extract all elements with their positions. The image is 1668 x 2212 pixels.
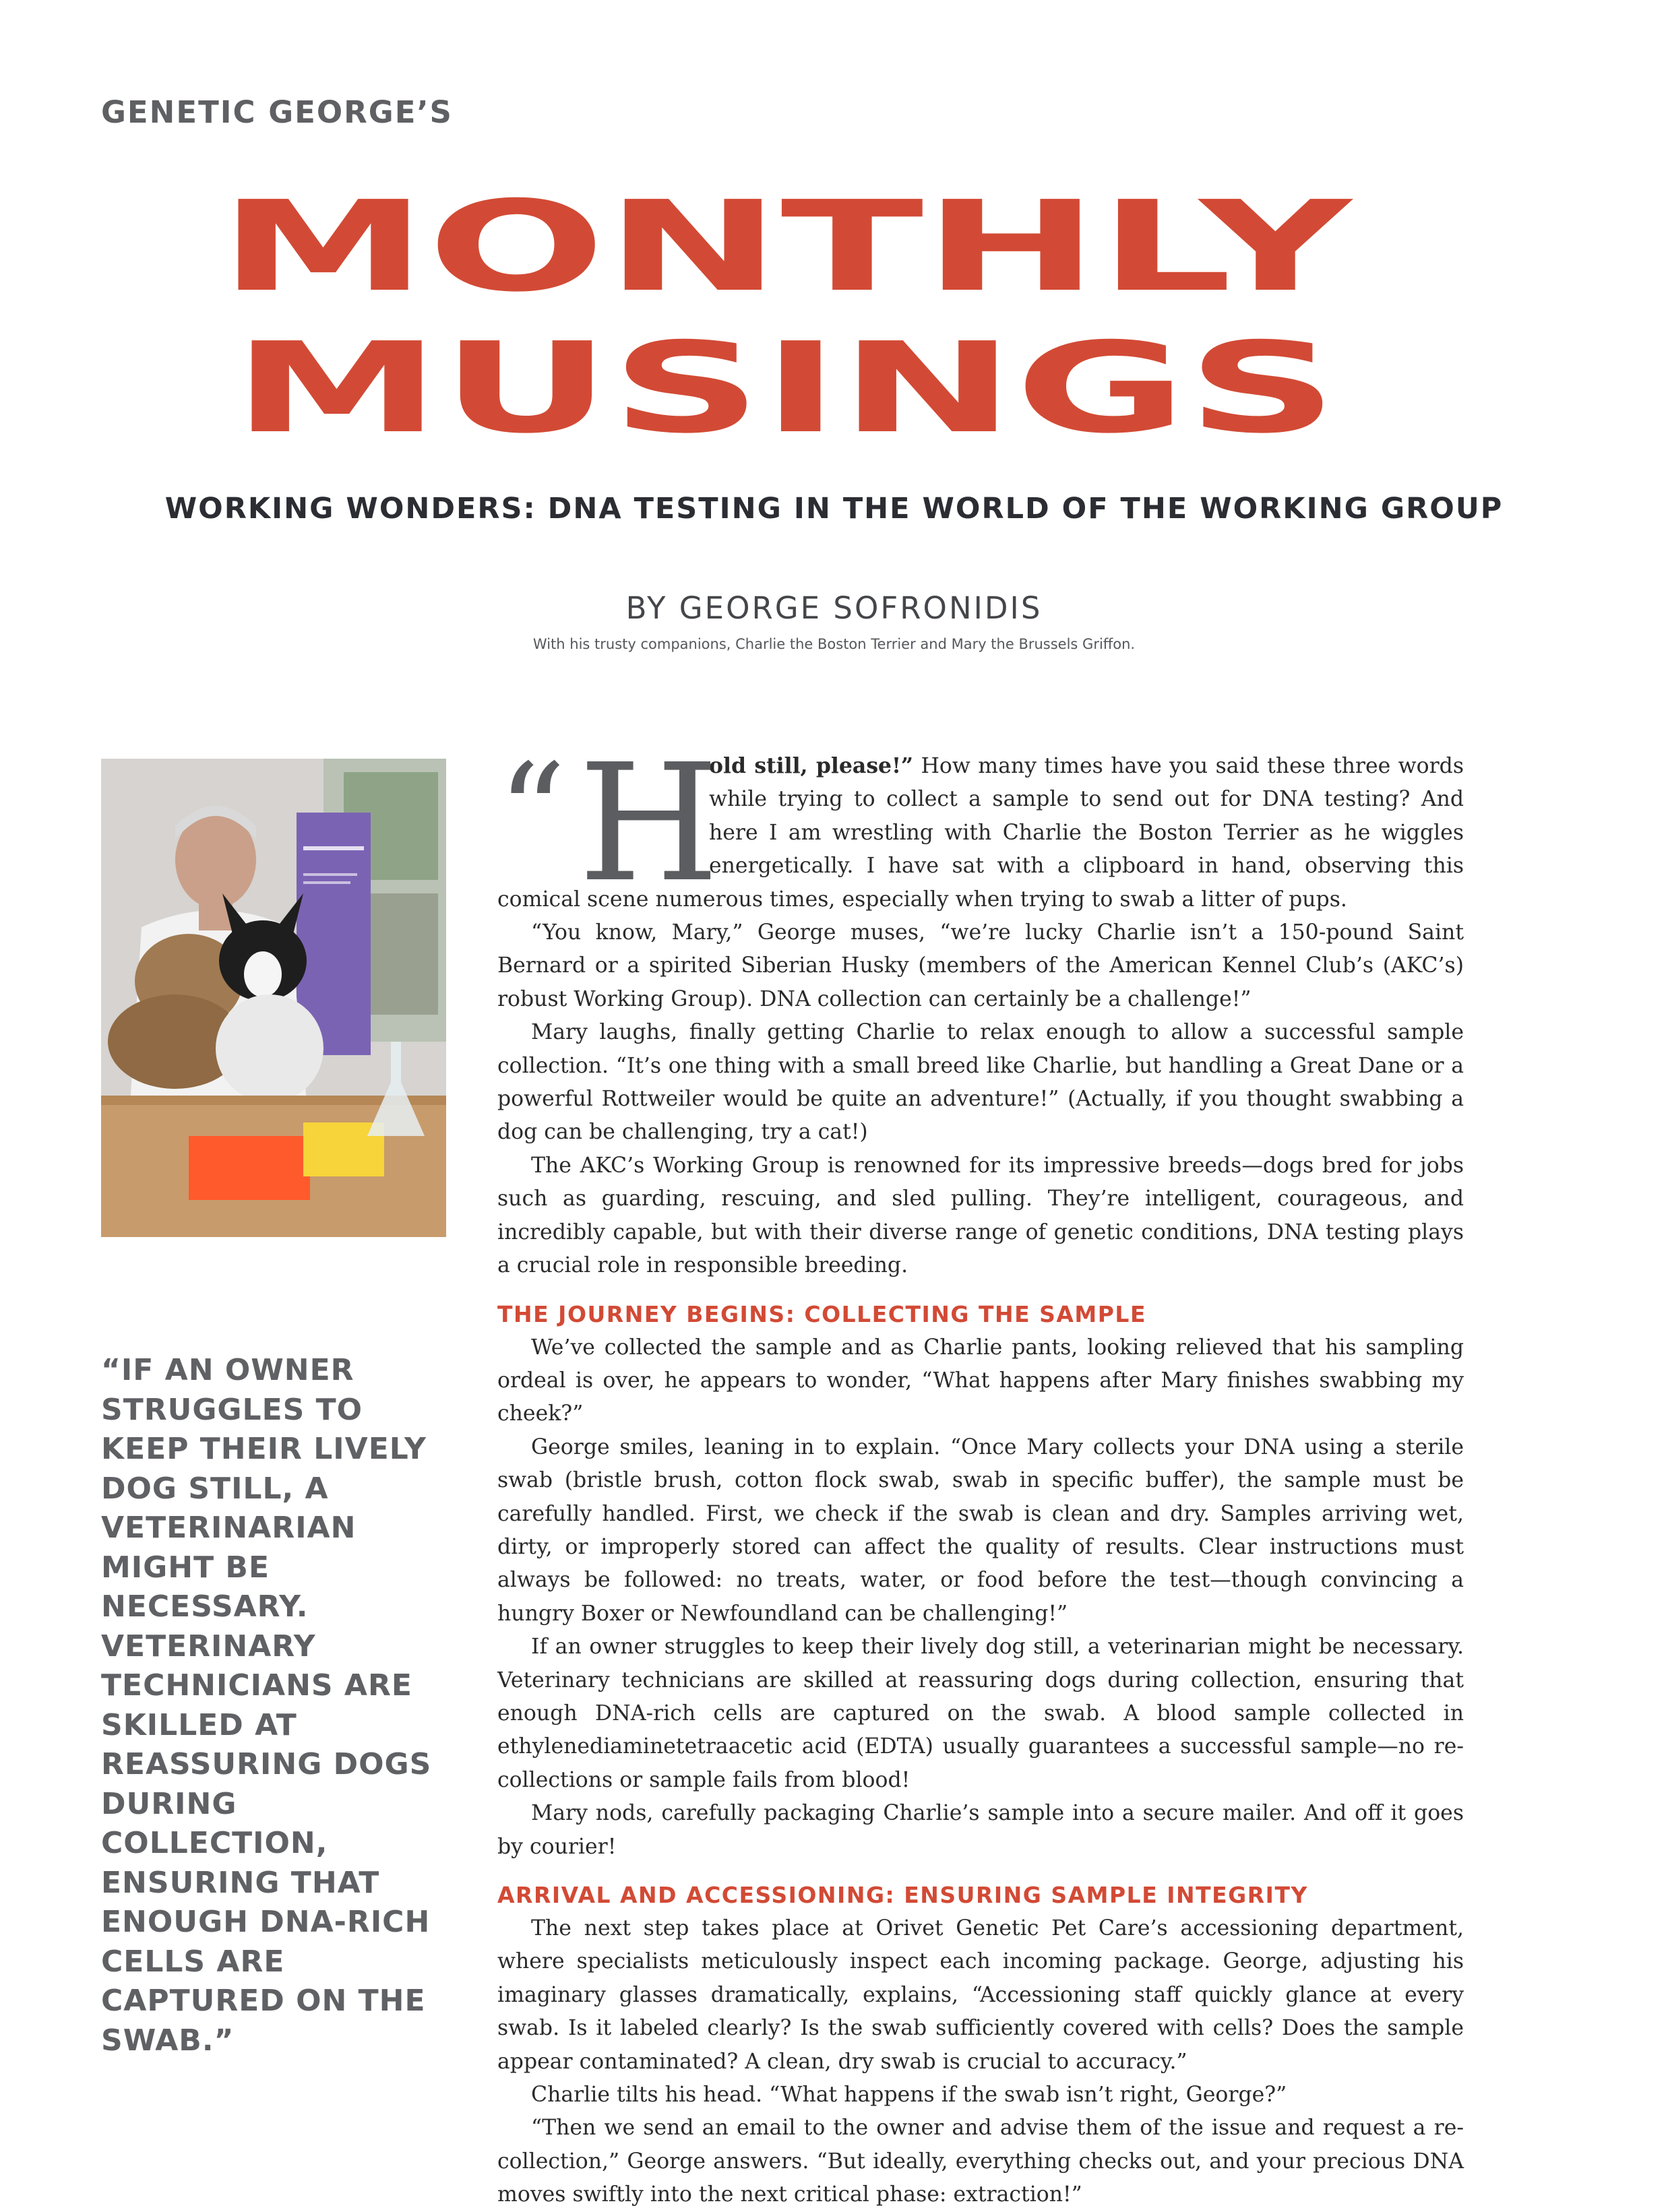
article-photo bbox=[101, 759, 446, 1237]
masthead-line-2: MUSINGS bbox=[233, 315, 1338, 458]
byline: BY GEORGE SOFRONIDIS bbox=[625, 590, 1043, 626]
article-paragraph-5: We’ve collected the sample and as Charlie pants, looking relieved that his sampling ordeal is over, he appears to wonder, “What happens after Mary finishes swabbing my cheek?” bbox=[497, 1335, 1464, 1426]
section-heading-2: ARRIVAL AND ACCESSIONING: ENSURING SAMPLE INTEGRITY bbox=[497, 1882, 1308, 1908]
paragraph-text: How many times have you said these three words while trying to collect a sample to send out for DNA testing? And here I am wrestling with Charlie the Boston Terrier as he wiggles energetically. I have sat with a clipboard in hand, observing this comical scene numerous times, especially when trying to swab a litter of pups. bbox=[497, 754, 1464, 912]
pull-quote: “IF AN OWNER STRUGGLES TO KEEP THEIR LIVELY DOG STILL, A VETERINARIAN MIGHT BE NECESSARY. VETERINARY TECHNICIANS ARE SKILLED AT REASSURING DOGS DURING COLLECTION, ENSURING THAT ENOUGH DNA-RICH CELLS ARE CAPTURED ON THE SWAB.” bbox=[101, 1353, 432, 2058]
article-body bbox=[497, 729, 1464, 2212]
article-paragraph-1 bbox=[497, 729, 1464, 918]
article-paragraph-10: Charlie tilts his head. “What happens if the swab isn’t right, George?” bbox=[531, 2083, 1287, 2108]
column-kicker: GENETIC GEORGE’S bbox=[101, 94, 453, 130]
article-paragraph-4: The AKC’s Working Group is renowned for its impressive breeds—dogs bred for jobs such as guarding, rescuing, and sled pulling. They’re intelligent, courageous, and incredibly capable, but with their diverse range of genetic conditions, DNA testing plays a crucial role in responsible breeding. bbox=[497, 1153, 1464, 1278]
masthead-line-1: MONTHLY bbox=[219, 182, 1354, 319]
byline-note: With his trusty companions, Charlie the Boston Terrier and Mary the Brussels Griffon. bbox=[532, 636, 1136, 652]
article-paragraph-7: If an owner struggles to keep their lively dog still, a veterinarian might be necessary. Veterinary technicians are skilled at reassuring dogs during collection, ensuring that enough DNA-rich cells are captured on the swab. A blood sample collected in ethylenediaminetetraacetic acid (EDTA) usually guarantees a successful sample—no re-collections or sample fails from blood! bbox=[497, 1635, 1464, 1792]
article-subtitle: WORKING WONDERS: DNA TESTING IN THE WORLD OF THE WORKING GROUP bbox=[164, 492, 1504, 526]
article-paragraph-8: Mary nods, carefully packaging Charlie’s sample into a secure mailer. And off it goes by courier! bbox=[497, 1801, 1464, 1859]
article-paragraph-9: The next step takes place at Orivet Genetic Pet Care’s accessioning department, where specialists meticulously inspect each incoming package. George, adjusting his imaginary glasses dramatically, explains, “Accessioning staff quickly glance at every swab. Is it labeled clearly? Is the swab sufficiently covered with cells? Does the sample appear contaminated? A clean, dry swab is crucial to accuracy.” bbox=[497, 1916, 1464, 2074]
lead-in: old still, please!” bbox=[709, 753, 914, 778]
article-paragraph-11: “Then we send an email to the owner and advise them of the issue and request a re-collection,” George answers. “But ideally, everything checks out, and your precious DNA moves swiftly into the next critical phase: extraction!” bbox=[497, 2116, 1464, 2207]
drop-cap: “ H bbox=[497, 729, 720, 918]
article-paragraph-6: George smiles, leaning in to explain. “Once Mary collects your DNA using a sterile swab (bristle brush, cotton flock swab, swab in specific buffer), the sample must be carefully handled. First, we check if the swab is clean and dry. Samples arriving wet, dirty, or improperly stored can affect the quality of results. Clear instructions must always be followed: no treats, water, or food before the test—though convincing a hungry Boxer or Newfoundland can be challenging!” bbox=[497, 1434, 1464, 1626]
masthead-title bbox=[0, 182, 1668, 458]
article-paragraph-2: “You know, Mary,” George muses, “we’re lucky Charlie isn’t a 150-pound Saint Bernard or a spirited Siberian Husky (members of the American Kennel Club’s (AKC’s) robust Working Group). DNA collection can certainly be a challenge!” bbox=[497, 920, 1464, 1011]
article-paragraph-3: Mary laughs, finally getting Charlie to relax enough to allow a successful sample collection. “It’s one thing with a small breed like Charlie, but handling a Great Dane or a powerful Rottweiler would be quite an adventure!” (Actually, if you thought swabbing a dog can be challenging, try a cat!) bbox=[497, 1020, 1464, 1145]
section-heading-1: THE JOURNEY BEGINS: COLLECTING THE SAMPLE bbox=[497, 1300, 1147, 1327]
